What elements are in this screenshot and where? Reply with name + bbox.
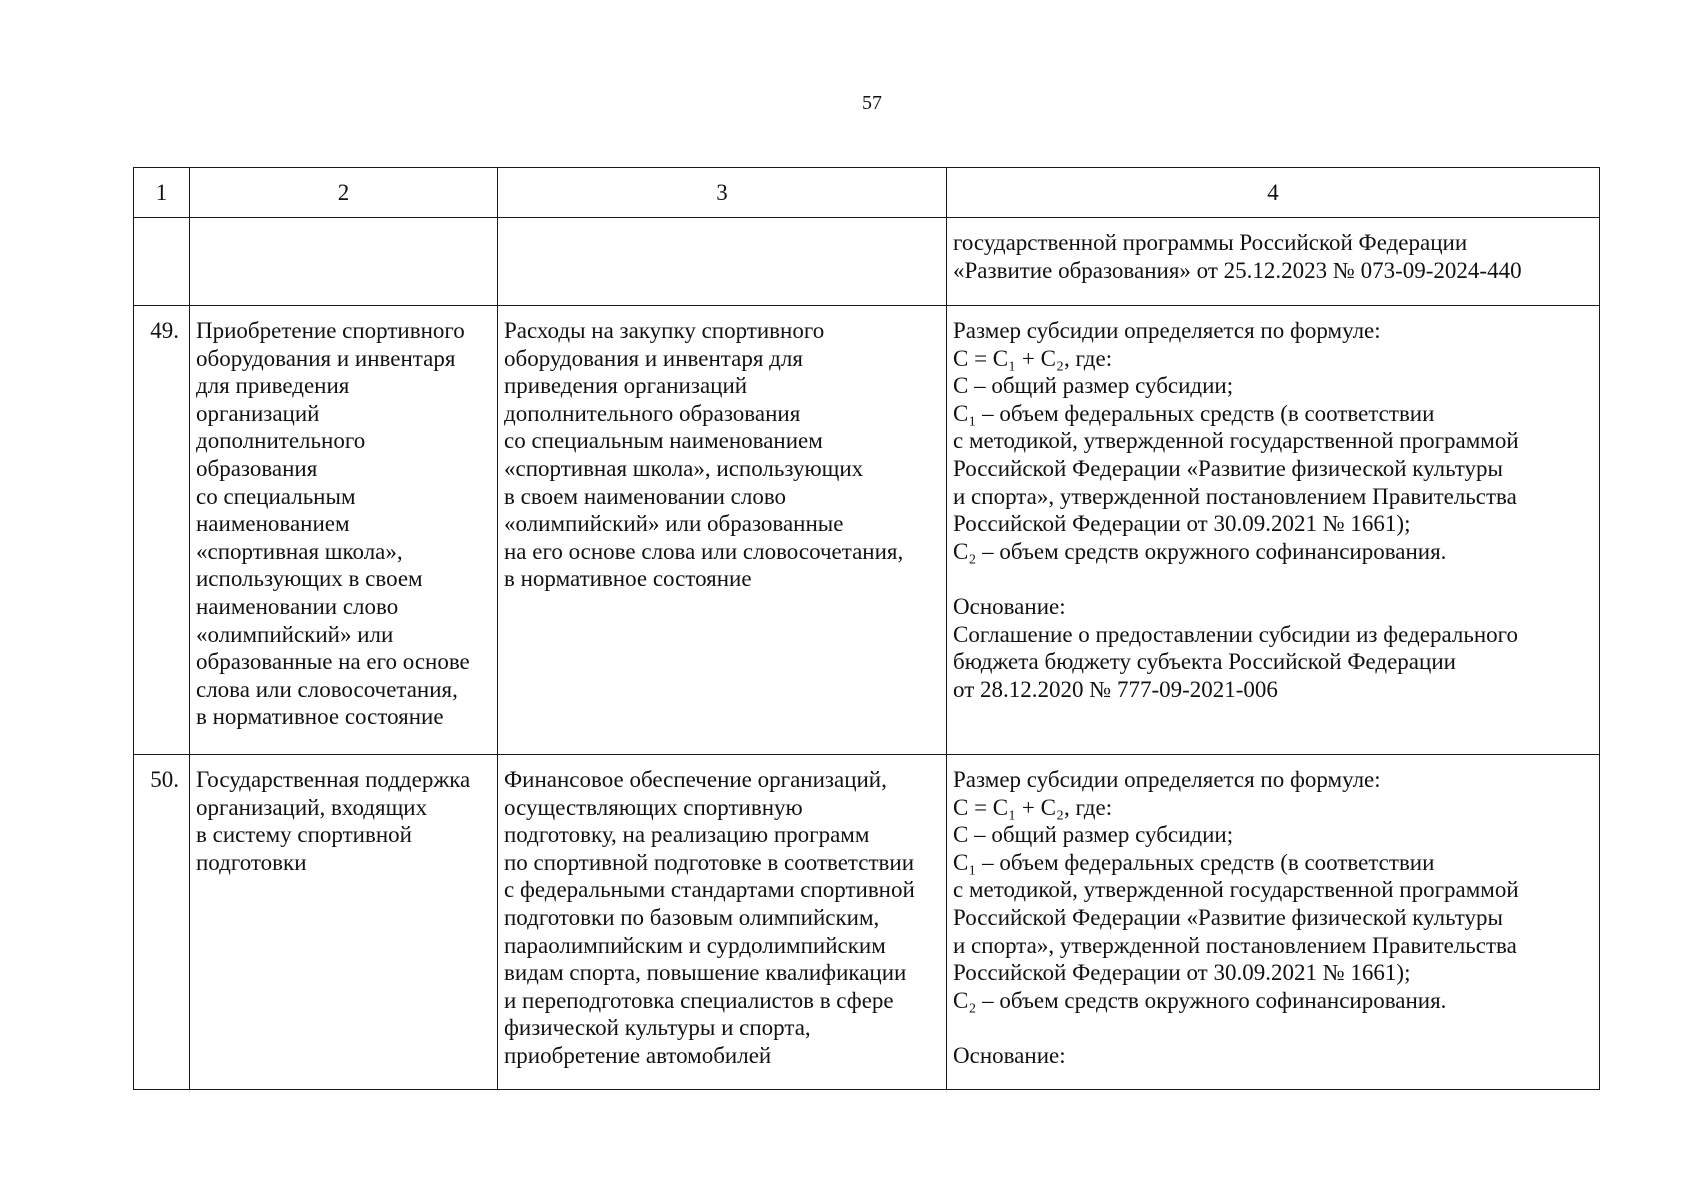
continuation-cell-1	[134, 218, 190, 306]
subsidy-formula-cell: Размер субсидии определяется по формуле: С = С₁ + С₂, где: С – общий размер субсидии; С₁ – объем федеральных средств (в соответствии с методикой, утвержденной государственной программой Российской Федерации «Развитие физической культуры и спорта», утвержденной постановлением Правительства Российской Федерации от 30.09.2021 № 1661); С₂ – объем средств окружного софинансирования. Основание: Соглашение о предоставлении субсидии из федерального бюджета бюджету субъекта Российской Федерации от 28.12.2020 № 777-09-2021-006	[947, 306, 1600, 755]
table-row-49	[134, 306, 1600, 755]
row-number: 49.	[134, 306, 190, 755]
event-name-cell: Приобретение спортивного оборудования и инвентаря для приведения организаций дополнительного образования со специальным наименованием «спортивная школа», использующих в своем наименовании слово «олимпийский» или образованные на его основе слова или словосочетания, в нормативное состояние	[190, 306, 498, 755]
continuation-cell-3	[498, 218, 947, 306]
table-header-row	[134, 168, 1600, 218]
column-header-3: 3	[498, 168, 947, 218]
page-number: 57	[862, 92, 882, 114]
expense-description-cell: Финансовое обеспечение организаций, осуществляющих спортивную подготовку, на реализацию программ по спортивной подготовке в соответствии с федеральными стандартами спортивной подготовки по базовым олимпийским, параолимпийским и сурдолимпийским видам спорта, повышение квалификации и переподготовка специалистов в сфере физической культуры и спорта, приобретение автомобилей	[498, 755, 947, 1090]
continuation-basis-text: государственной программы Российской Федерации «Развитие образования» от 25.12.2023 № 073-09-2024-440	[947, 218, 1600, 306]
subsidy-formula-cell: Размер субсидии определяется по формуле: С = С₁ + С₂, где: С – общий размер субсидии; С₁ – объем федеральных средств (в соответствии с методикой, утвержденной государственной программой Российской Федерации «Развитие физической культуры и спорта», утвержденной постановлением Правительства Российской Федерации от 30.09.2021 № 1661); С₂ – объем средств окружного софинансирования. Основание:	[947, 755, 1600, 1090]
column-header-1: 1	[134, 168, 190, 218]
row-number: 50.	[134, 755, 190, 1090]
column-header-4: 4	[947, 168, 1600, 218]
column-header-2: 2	[190, 168, 498, 218]
expense-description-cell: Расходы на закупку спортивного оборудования и инвентаря для приведения организаций дополнительного образования со специальным наименованием «спортивная школа», использующих в своем наименовании слово «олимпийский» или образованные на его основе слова или словосочетания, в нормативное состояние	[498, 306, 947, 755]
subsidy-table	[133, 167, 1600, 1090]
event-name-cell: Государственная поддержка организаций, входящих в систему спортивной подготовки	[190, 755, 498, 1090]
table-row-50	[134, 755, 1600, 1090]
table-row-continuation	[134, 218, 1600, 306]
continuation-cell-2	[190, 218, 498, 306]
